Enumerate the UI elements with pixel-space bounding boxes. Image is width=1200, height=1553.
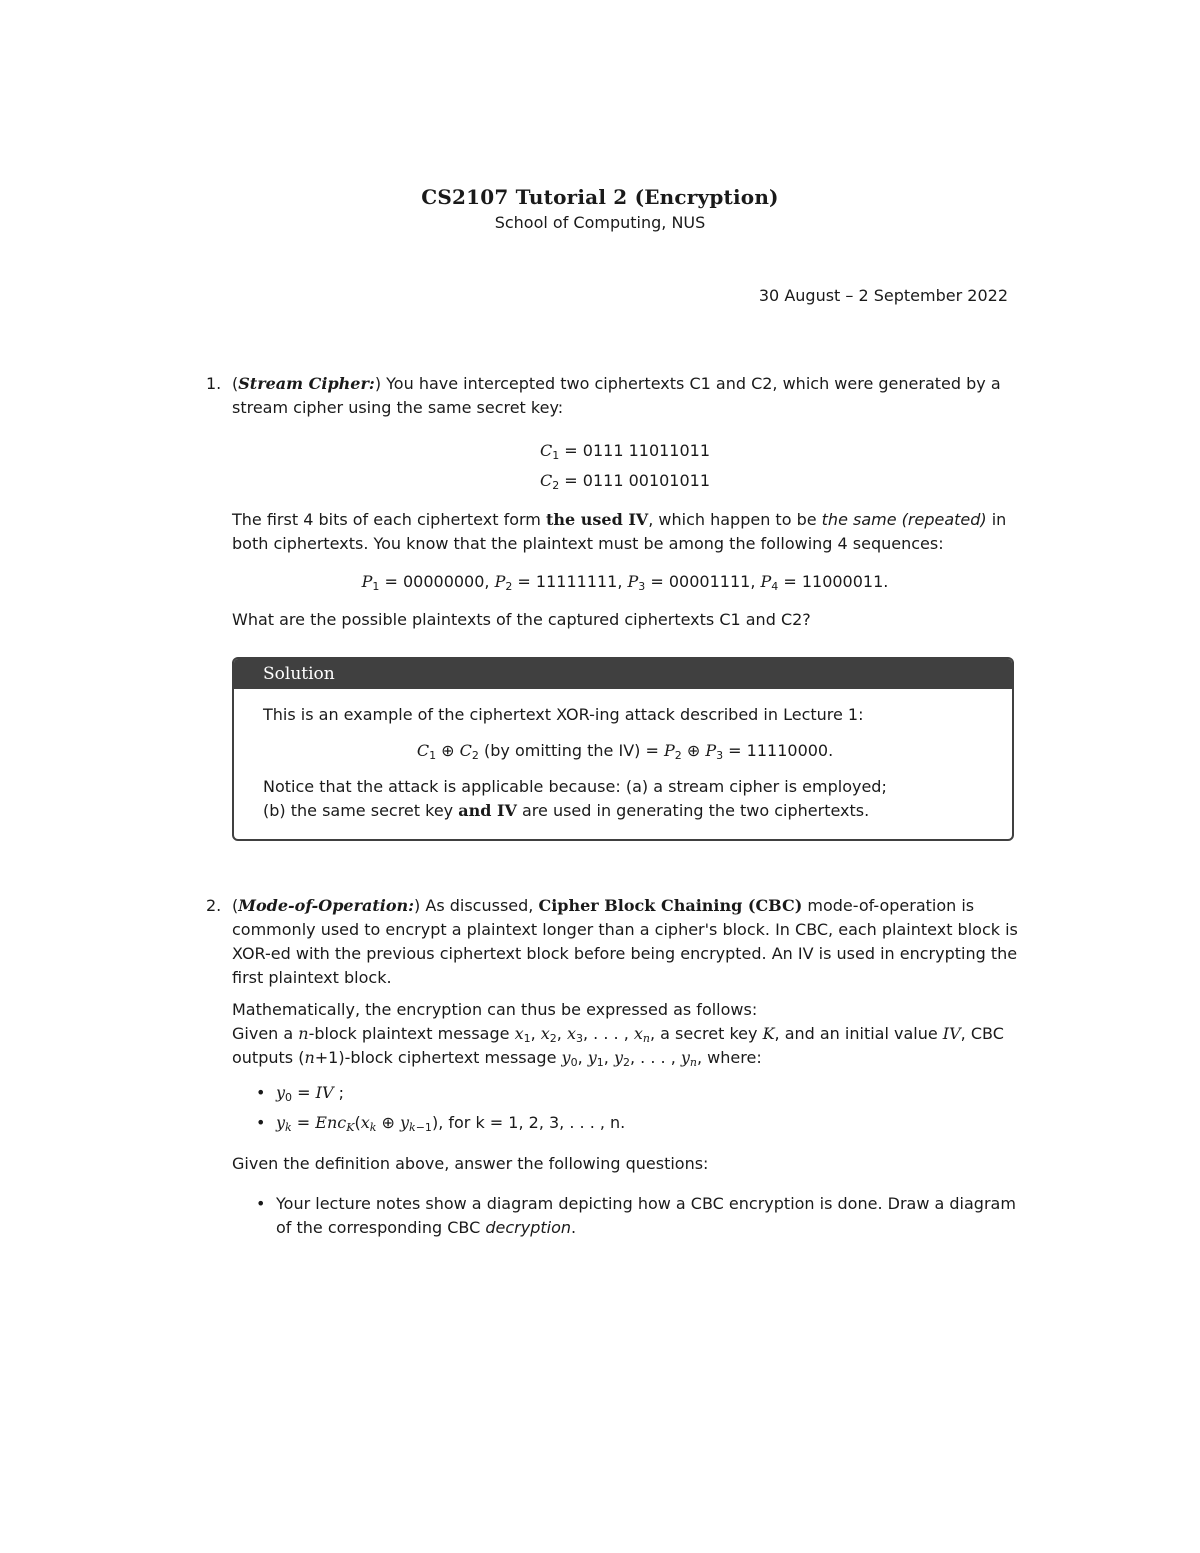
iv-text-bold: the used IV [545,510,649,529]
list-item: • $y_k = Enc_K(x_k$ ⊕ $y_{k-1}$), for k = 1, 2, 3, . . . , n. [232,1108,1018,1138]
task-italic: decryption [485,1218,571,1237]
cbc-definition-list [232,1078,1018,1138]
solution-line-1: This is an example of the ciphertext XOR-ing attack described in Lecture 1: [263,705,864,724]
iv-paragraph [232,508,1018,556]
solution-line-4 [263,799,987,823]
q2-intro-b: mode-of-operation is commonly used to encrypt a plaintext longer than a cipher's block. In CBC, each plaintext block is XOR-ed with the previous ciphertext block before being encrypted. An IV is used in encrypting the first plaintext block. [232,896,1018,987]
task-end: . [571,1218,577,1237]
q2-intro-bold: Cipher Block Chaining (CBC) [538,896,803,915]
question-topic: Mode-of-Operation: [238,896,415,915]
plaintext-candidates: $P_1 = 00000000$, $P_2 = 11111111$, $P_3 = 00001111$, $P_4 = 11000011$. [361,572,889,593]
math-intro: Mathematically, the encryption can thus be expressed as follows: [232,1000,758,1019]
p3-value: 00001111 [668,572,751,591]
solution-line-4a: (b) the same secret key [263,801,454,820]
c1-value: 0111 11011011 [582,441,711,460]
page-subtitle: School of Computing, NUS [494,213,706,232]
solution-line-3: Notice that the attack is applicable because: (a) a stream cipher is employed; [263,777,887,796]
p4-value: 11000011 [801,572,884,591]
iv-text-b: , which happen to be [648,510,817,529]
solution-box [232,657,1014,841]
question-1-intro-text: You have intercepted two ciphertexts C1 and C2, which were generated by a stream cipher using the same secret key: [232,374,1001,417]
solution-body [263,703,987,823]
solution-line-4-bold: and IV [458,801,517,820]
c2-value: 0111 00101011 [582,471,711,490]
given-f: -block ciphertext message [344,1048,557,1067]
equation-middle: (by omitting the IV) = [483,741,659,760]
given-g: , where: [697,1048,762,1067]
question-number: 1. [206,374,222,393]
question-topic: Stream Cipher: [238,374,375,393]
ciphertext-c1: $C_1 = 0111$ 11011011 [539,441,711,462]
given-d: , and an initial value [774,1024,938,1043]
page-title: CS2107 Tutorial 2 (Encryption) [421,185,779,209]
equation-result: = 11110000. [728,741,834,760]
question-number: 2. [206,896,222,915]
question-2-intro: (Mode-of-Operation:) As discussed, Cipher Block Chaining (CBC) mode-of-operation is commonly used to encrypt a plaintext longer than a cipher's block. In CBC, each plaintext block is XOR-ed with the previous ciphertext block before being encrypted. An IV is used in encrypting the first plaintext block. [232,896,1018,987]
iv-text-a: The first 4 bits of each ciphertext form [232,510,541,529]
question-1 [206,372,1018,632]
question-2 [206,894,1018,1240]
solution-heading: Solution [234,659,1012,689]
solution-line-4b: are used in generating the two ciphertexts. [521,801,870,820]
given-e: , CBC outputs [232,1024,1004,1067]
follow-up-text: Given the definition above, answer the following questions: [232,1154,709,1173]
p2-value: 11111111 [535,572,618,591]
bullet-2-tail: , for k = 1, 2, 3, . . . , n. [438,1113,626,1132]
ciphertext-c2: $C_2 = 0111$ 00101011 [539,471,711,492]
given-b: -block plaintext message [308,1024,510,1043]
task-text: Your lecture notes show a diagram depicting how a CBC encryption is done. Draw a diagram of the corresponding CBC [276,1194,1016,1237]
p1-value: 00000000 [402,572,485,591]
given-definition: Given a n-block plaintext message $x_1$, $x_2$, $x_3$, . . . , $x_n$, a secret key K, and an initial value IV, CBC outputs (n+1)-block ciphertext message $y_0$, $y_1$, $y_2$, . . . , $y_n$, where: [232,1024,1004,1069]
tutorial-date: 30 August – 2 September 2022 [758,286,1008,305]
question-1-intro: (Stream Cipher:) You have intercepted two ciphertexts C1 and C2, which were generated by a stream cipher using the same secret key: [232,374,1001,417]
list-item [232,1192,1018,1240]
q2-intro-a: As discussed, [425,896,534,915]
given-c: , a secret key [649,1024,758,1043]
given-a: Given a [232,1024,294,1043]
iv-text-c: in both ciphertexts. You know that the plaintext must be among the following 4 sequences: [232,510,1007,553]
solution-equation: $C_1$ ⊕ $C_2$ (by omitting the $IV) = P_2$ ⊕ $P_3 = 11110000$. [416,741,834,762]
list-item: • $y_0$ = IV ; [232,1078,1018,1108]
iv-text-italic: the same (repeated) [821,510,987,529]
task-list [232,1192,1018,1240]
question-1-prompt: What are the possible plaintexts of the captured ciphertexts C1 and C2? [232,610,811,629]
